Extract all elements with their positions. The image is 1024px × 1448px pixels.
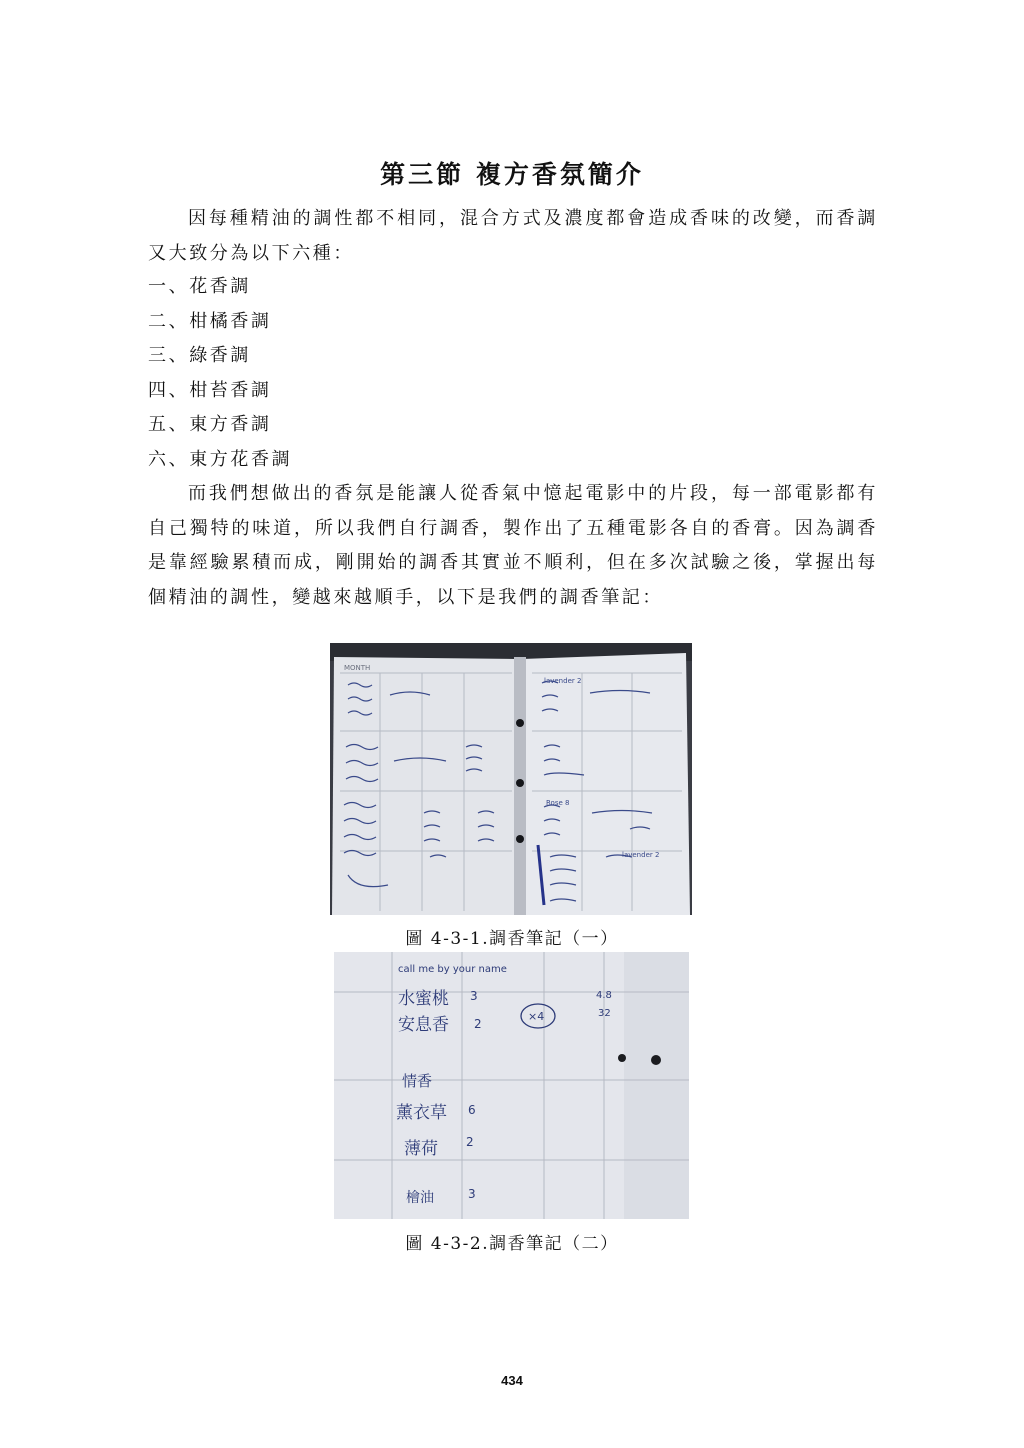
section-title: 第三節 複方香氛簡介	[380, 160, 644, 189]
list-item: 四、柑苔香調	[148, 379, 272, 401]
note-mint: 薄荷	[404, 1139, 438, 1159]
body-paragraph: 而我們想做出的香氛是能讓人從香氣中憶起電影中的片段，每一部電影都有自己獨特的味道，所以我們自行調香，製作出了五種電影各自的香膏。因為調香是靠經驗累積而成，剛開始的調香其實並不順利，但在多次試驗之後，掌握出每個精油的調性，變越來越順手，以下是我們的調香筆記：	[148, 483, 878, 608]
note-heading: call me by your name	[398, 964, 507, 975]
figure-1-caption: 圖 4-3-1.調香筆記（一）	[405, 929, 619, 949]
list-item: 三、綠香調	[148, 345, 251, 366]
page-number: 434	[501, 1373, 523, 1388]
note-section: 情香	[402, 1072, 433, 1090]
note-cypress-value: 3	[468, 1187, 476, 1201]
note-mint-value: 2	[466, 1135, 474, 1149]
note-peach-value: 3	[470, 989, 478, 1003]
note-cypress: 檜油	[406, 1190, 434, 1206]
list-item: 一、花香調	[148, 276, 251, 297]
notebook-photo-1-drawing	[330, 643, 692, 915]
note-rose: Rose 8	[546, 799, 570, 807]
notebook-photo-2-drawing	[334, 952, 689, 1219]
note-lavender-2: lavender 2	[622, 851, 660, 859]
figure-2-caption: 圖 4-3-2.調香筆記（二）	[405, 1234, 619, 1254]
note-lavender: 薰衣草	[396, 1103, 447, 1123]
fragrance-type-list	[148, 270, 292, 477]
list-item: 二、柑橘香調	[148, 310, 272, 332]
note-calc-top: 4.8	[596, 990, 612, 1001]
intro-paragraph: 因每種精油的調性都不相同，混合方式及濃度都會造成香味的改變，而香調又大致分為以下六種：	[148, 208, 878, 264]
list-item: 五、東方香調	[148, 414, 272, 435]
notebook-photo-2	[334, 952, 689, 1219]
note-peach: 水蜜桃	[398, 989, 449, 1009]
note-multiplier: ×4	[528, 1010, 545, 1023]
note-calc-bottom: 32	[598, 1008, 611, 1019]
list-item: 六、東方花香調	[148, 448, 293, 470]
note-benzoin-value: 2	[474, 1017, 482, 1031]
notebook-photo-1	[330, 643, 692, 915]
notebook-month-label: MONTH	[344, 664, 371, 672]
note-benzoin: 安息香	[398, 1015, 449, 1035]
note-lavender: lavender 2	[544, 677, 582, 685]
note-lavender-value: 6	[468, 1103, 476, 1117]
